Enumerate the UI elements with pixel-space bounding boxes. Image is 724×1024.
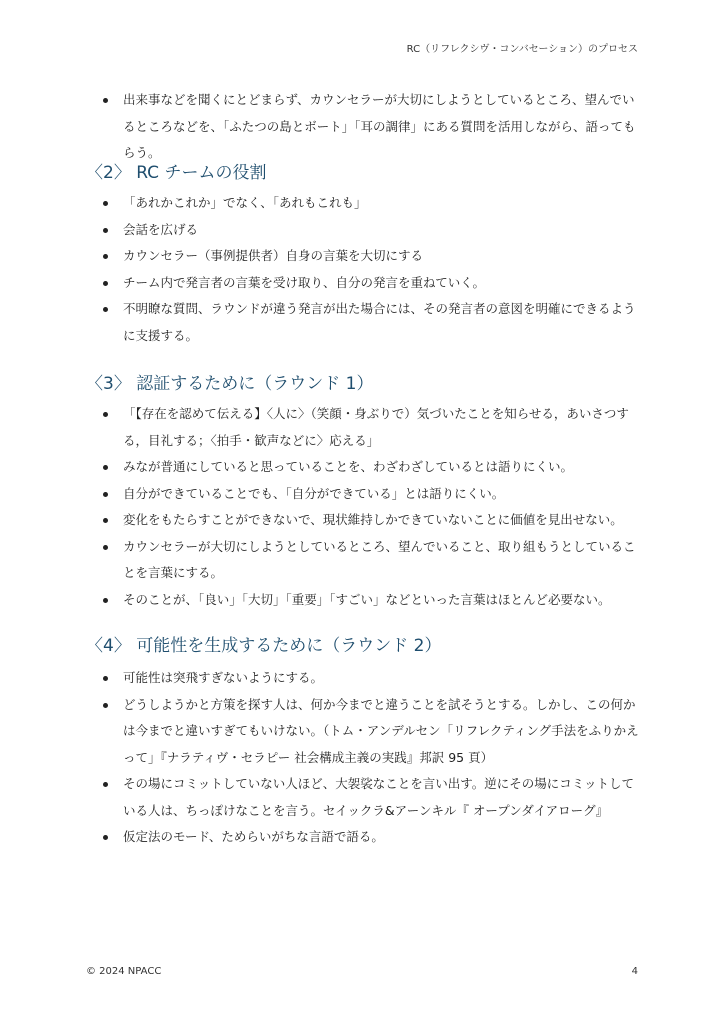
list-item: 「【存在を認めて伝える】〈人に〉（笑顔・身ぶりで）気づいたことを知らせる，あいさつする，目礼する；〈拍手・歓声などに〉応える」: [100, 401, 640, 454]
page-number: 4: [631, 966, 638, 977]
copyright: © 2024 NPACC: [86, 966, 162, 977]
list-item: 変化をもたらすことができないで、現状維持しかできていないことに価値を見出せない。: [100, 507, 640, 534]
list-item: カウンセラー（事例提供者）自身の言葉を大切にする: [100, 243, 640, 270]
section-list-3: [100, 401, 640, 613]
list-item: 「あれかこれか」でなく、「あれもこれも」: [100, 190, 640, 217]
list-item: 仮定法のモード、ためらいがちな言語で語る。: [100, 824, 640, 851]
running-header: RC（リフレクシヴ・コンバセーション）のプロセス: [406, 44, 638, 55]
list-item: その場にコミットしていない人ほど、大袈裟なことを言い出す。逆にその場にコミットしている人は、ちっぽけなことを言う。セイックラ&アーンキル『 オープンダイアローグ』: [100, 771, 640, 824]
list-item: みなが普通にしていると思っていることを、わざわざしているとは語りにくい。: [100, 454, 640, 481]
section-list-2: [100, 190, 640, 349]
section-heading-4: 〈4〉 可能性を生成するために（ラウンド 2）: [86, 636, 442, 656]
list-item: そのことが、「良い」「大切」「重要」「すごい」などといった言葉はほとんど必要ない。: [100, 587, 640, 614]
list-item: 出来事などを聞くにとどまらず、カウンセラーが大切にしようとしているところ、望んでいるところなどを、「ふたつの島とボート」「耳の調律」にある質問を活用しながら、語ってもらう。: [100, 87, 640, 167]
list-item: 自分ができていることでも、「自分ができている」とは語りにくい。: [100, 481, 640, 508]
list-item: チーム内で発言者の言葉を受け取り、自分の発言を重ねていく。: [100, 270, 640, 297]
section-heading-3: 〈3〉 認証するために（ラウンド 1）: [86, 374, 374, 394]
list-item: 不明瞭な質問、ラウンドが違う発言が出た場合には、その発言者の意図を明確にできるように支援する。: [100, 296, 640, 349]
list-item: どうしようかと方策を探す人は、何か今までと違うことを試そうとする。しかし、この何かは今までと違いすぎてもいけない。（トム・アンデルセン「リフレクティング手法をふりかえって」『ナラティヴ・セラピー 社会構成主義の実践』邦訳 95 頁）: [100, 692, 640, 772]
list-item: 可能性は突飛すぎないようにする。: [100, 665, 640, 692]
intro-list: [100, 87, 640, 167]
section-list-4: [100, 665, 640, 851]
section-heading-2: 〈2〉 RC チームの役割: [86, 163, 267, 183]
list-item: カウンセラーが大切にしようとしているところ、望んでいること、取り組もうとしていることを言葉にする。: [100, 534, 640, 587]
list-item: 会話を広げる: [100, 217, 640, 244]
